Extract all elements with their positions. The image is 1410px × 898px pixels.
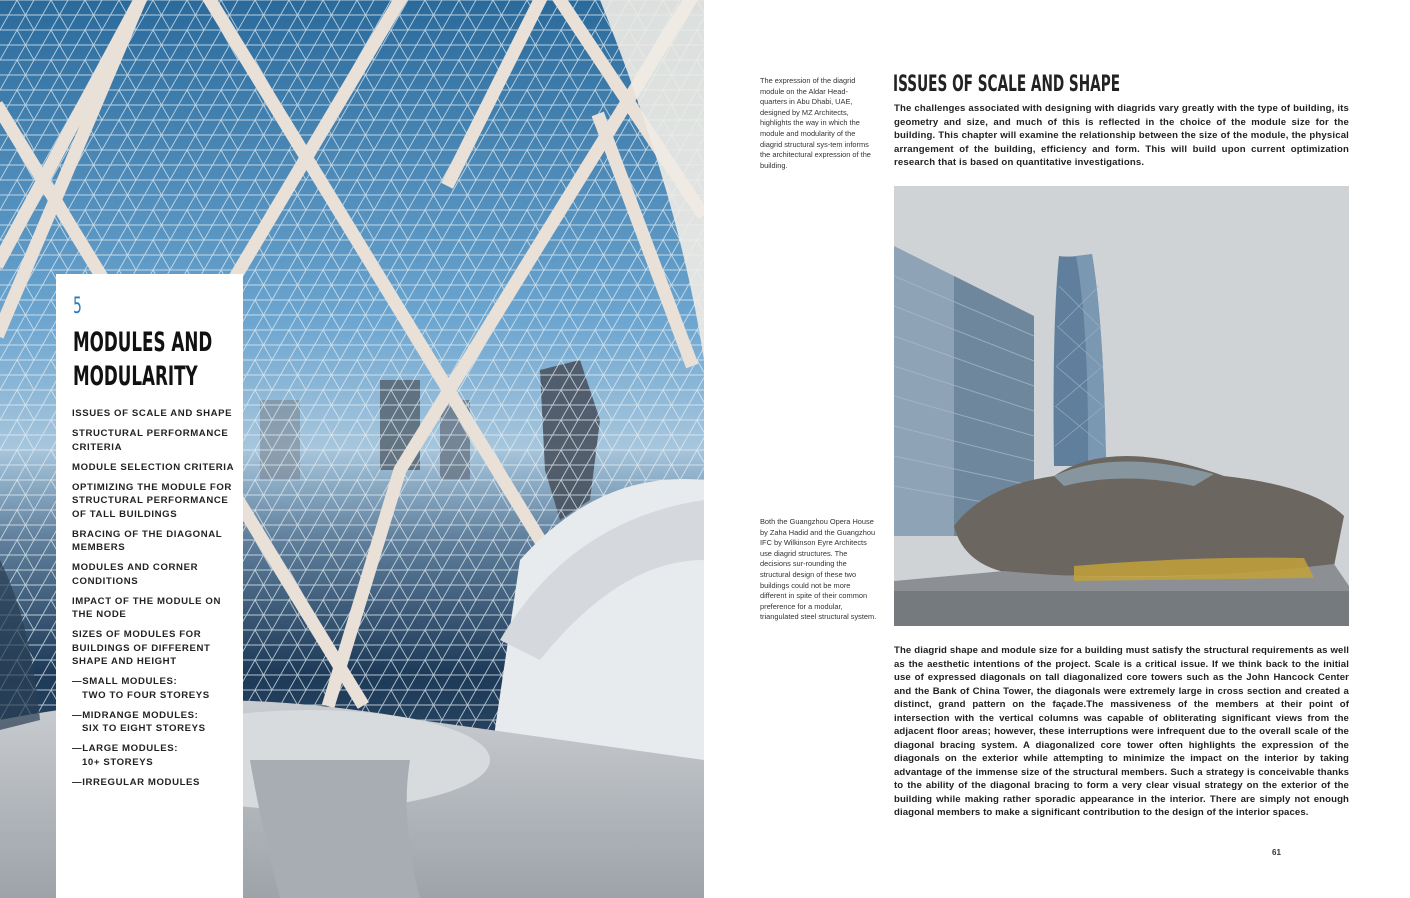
- toc-item-label: MODULE SELECTION CRITERIA: [72, 461, 235, 473]
- toc-subitem: [72, 776, 237, 790]
- chapter-number: 5: [73, 294, 82, 319]
- toc-item-label: MODULES AND CORNER CONDITIONS: [72, 562, 199, 587]
- toc-subitem-label: —LARGE MODULES:: [72, 743, 179, 754]
- guangzhou-photo: [894, 186, 1349, 626]
- section-body-text: The diagrid shape and module size for a building must satisfy the structural requirements as well as the aesthetic intentions of the project. Scale is a critical issue. If we think back to the initial use of expressed diagonals on tall diagonalized core towers such as the John Hancock Center and the Bank of China Tower, the diagonals were extremely large in cross section and created a distinct, grand pattern on the façade.The massiveness of the members at their point of intersection with the vertical columns was capable of obliterating significant views from the adjacent floor areas; however, these interruptions were infrequent due to the overall scale of the diagonal bracing system. A diagonalized core tower often highlights the expression of the diagonals on the exterior while attempting to minimize the impact on the interior by taking advantage of the immense size of the structural members. Such a strategy is conceivable thanks to the ability of the diagonal bracing to form a very clear visual strategy on the exterior of the building while making rather sporadic appearance in the interior. There are simply not enough diagonal members to make a significant contribution to the design of the interior spaces.: [894, 645, 1349, 818]
- toc-item-label: ISSUES OF SCALE AND SHAPE: [72, 408, 233, 419]
- toc-item: [72, 595, 237, 622]
- toc-item-label: BRACING OF THE DIAGONAL MEMBERS: [72, 528, 223, 553]
- toc-item-label: IMPACT OF THE MODULE ON THE NODE: [72, 595, 221, 620]
- section-intro: The challenges associated with designing with diagrids vary greatly with the type of building, its geometry and size, and much of this is reflected in the choice of the module size for the building. This chapter will examine the relationship between the size of the module, the physical arrangement of the building, efficiency and form. This will build upon current optimization research that is based on quantitative investigations.: [894, 103, 1349, 169]
- toc-subitem-label: —IRREGULAR MODULES: [72, 776, 201, 788]
- toc-subitem: [72, 709, 237, 736]
- toc-subitem: [72, 675, 237, 702]
- toc-subitem-detail: SIX TO EIGHT STOREYS: [82, 723, 206, 734]
- aldar-hq-photo: [0, 0, 704, 898]
- toc-item: [72, 481, 237, 522]
- toc-item: [72, 407, 237, 421]
- chapter-title: [73, 326, 222, 394]
- guangzhou-photo-caption: Both the Guangzhou Opera House by Zaha Hadid and the Guangzhou IFC by Wilkinson Eyre Architects use diagrid structures. The decisions sur-rounding the structural design of these two buildings could not be more different in spite of their common preference for a modular, triangulated steel structural system.: [760, 517, 877, 622]
- toc-item: [72, 528, 237, 555]
- section-heading: ISSUES OF SCALE AND SHAPE: [893, 72, 1121, 97]
- toc-subitem-label: —SMALL MODULES:: [72, 676, 178, 687]
- chapter-title-text: MODULES AND MODULARITY: [73, 327, 213, 392]
- toc-item-label: STRUCTURAL PERFORMANCE CRITERIA: [72, 428, 229, 453]
- aldar-photo-caption: The expression of the diagrid module on the Aldar Head-quarters in Abu Dhabi, UAE, designed by MZ Architects, highlights the way in which the module and modularity of the diagrid structural sys-tem informs the architectural expression of the building.: [760, 76, 871, 170]
- toc-subitem-detail: TWO TO FOUR STOREYS: [82, 689, 210, 701]
- toc-item-label: OPTIMIZING THE MODULE FOR STRUCTURAL PERFORMANCE OF TALL BUILDINGS: [72, 481, 232, 520]
- page-number: 61: [1272, 848, 1281, 857]
- toc-item: [72, 561, 237, 588]
- toc-item: [72, 628, 237, 669]
- toc-item: [72, 427, 237, 454]
- chapter-contents-panel: [56, 274, 243, 898]
- toc-subitem-detail: 10+ STOREYS: [82, 756, 154, 768]
- toc-subitem-label: —MIDRANGE MODULES:: [72, 709, 199, 721]
- toc-item-label: SIZES OF MODULES FOR BUILDINGS OF DIFFERENT SHAPE AND HEIGHT: [72, 629, 211, 667]
- guangzhou-buildings-illustration: [894, 186, 1349, 626]
- toc-subitem: [72, 742, 237, 769]
- toc-item: [72, 461, 237, 475]
- chapter-toc: [72, 407, 237, 796]
